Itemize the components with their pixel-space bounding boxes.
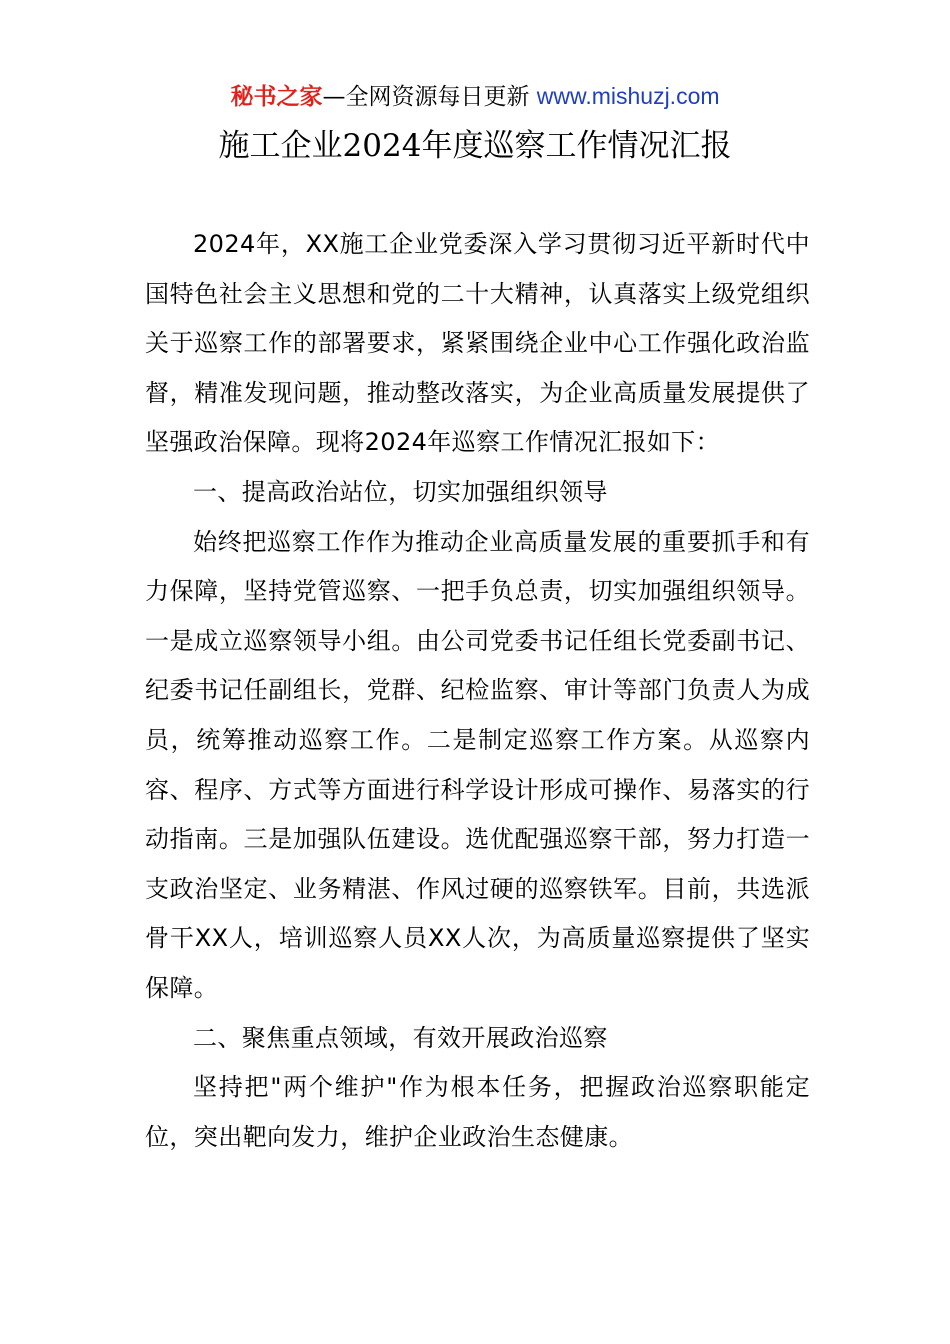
banner-brand: 秘书之家 [230,84,323,110]
section-heading-2: 二、聚焦重点领域，有效开展政治巡察 [193,1023,608,1052]
paragraph-intro: 2024年，XX施工企业党委深入学习贯彻习近平新时代中国特色社会主义思想和党的二十大精神，认真落实上级党组织关于巡察工作的部署要求，紧紧围绕企业中心工作强化政治监督，精准发现问题，推动整改落实，为企业高质量发展提供了坚强政治保障。现将2024年巡察工作情况汇报如下： [145,230,810,457]
banner-site-link[interactable]: www.mishuzj.com [536,83,720,109]
document-body [145,220,810,1162]
paragraph-section-1: 始终把巡察工作作为推动企业高质量发展的重要抓手和有力保障，坚持党管巡察、一把手负总责，切实加强组织领导。一是成立巡察领导小组。由公司党委书记任组长党委副书记、纪委书记任副组长，党群、纪检监察、审计等部门负责人为成员，统筹推动巡察工作。二是制定巡察工作方案。从巡察内容、程序、方式等方面进行科学设计形成可操作、易落实的行动指南。三是加强队伍建设。选优配强巡察干部，努力打造一支政治坚定、业务精湛、作风过硬的巡察铁军。目前，共选派骨干XX人，培训巡察人员XX人次，为高质量巡察提供了坚实保障。 [145,527,810,1002]
banner-slogan: —全网资源每日更新 [322,84,530,110]
section-heading-1: 一、提高政治站位，切实加强组织领导 [193,477,608,506]
paragraph-section-2: 坚持把"两个维护"作为根本任务，把握政治巡察职能定位，突出靶向发力，维护企业政治生态健康。 [145,1073,810,1151]
site-banner [0,80,950,113]
document-title: 施工企业2024年度巡察工作情况汇报 [218,128,732,164]
